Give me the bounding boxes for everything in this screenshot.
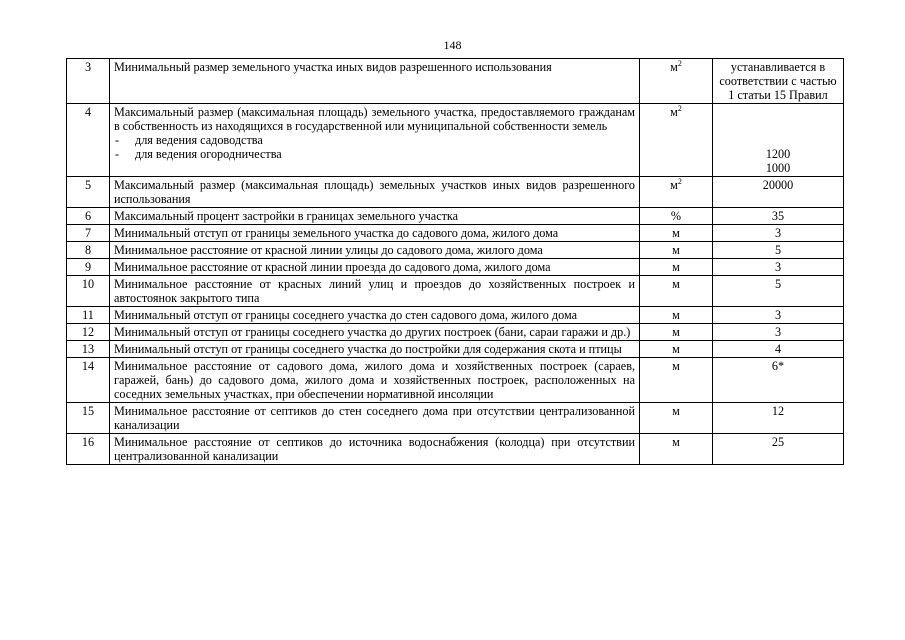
row-description: Минимальный отступ от границы соседнего участка до других построек (бани, сараи гаражи и др.) xyxy=(110,324,640,341)
row-description: Минимальное расстояние от септиков до стен соседнего дома при отсутствии централизованной канализации xyxy=(110,403,640,434)
row-description: Минимальный отступ от границы земельного участка до садового дома, жилого дома xyxy=(110,225,640,242)
row-number: 11 xyxy=(67,307,110,324)
table-row xyxy=(67,104,844,177)
sub-item xyxy=(114,133,635,147)
unit-superscript: 2 xyxy=(677,176,682,186)
row-unit: м xyxy=(640,358,713,403)
table-row xyxy=(67,434,844,465)
row-unit: м xyxy=(640,307,713,324)
table-row xyxy=(67,225,844,242)
row-description: Максимальный процент застройки в границах земельного участка xyxy=(110,208,640,225)
table-row xyxy=(67,403,844,434)
page-number: 148 xyxy=(443,38,462,52)
row-unit: м xyxy=(640,276,713,307)
row-number: 7 xyxy=(67,225,110,242)
unit-text: м xyxy=(670,178,678,192)
row-unit xyxy=(640,104,713,177)
row-value: устанавливается в соответствии с частью 1 статьи 15 Правил xyxy=(713,59,844,104)
row-unit: м xyxy=(640,341,713,358)
row-number: 13 xyxy=(67,341,110,358)
row-number: 14 xyxy=(67,358,110,403)
row-unit: % xyxy=(640,208,713,225)
row-number: 10 xyxy=(67,276,110,307)
row-description: Минимальный отступ от границы соседнего участка до постройки для содержания скота и птицы xyxy=(110,341,640,358)
sub-item-text: для ведения огородничества xyxy=(135,147,282,161)
row-value xyxy=(713,104,844,177)
sub-item xyxy=(114,147,635,161)
row-description xyxy=(110,104,640,177)
row-number: 16 xyxy=(67,434,110,465)
row-description: Минимальное расстояние от садового дома, жилого дома и хозяйственных построек (сараев, гаражей, бань) до садового дома, жилого дома и хозяйственных построек, расположенных на соседних земельных участках, при обеспечении нормативной инсоляции xyxy=(110,358,640,403)
sub-item-dash: - xyxy=(115,147,120,161)
unit-superscript: 2 xyxy=(677,103,682,113)
table-row xyxy=(67,208,844,225)
row-value: 3 xyxy=(713,259,844,276)
row-number: 15 xyxy=(67,403,110,434)
row-value: 5 xyxy=(713,242,844,259)
unit-superscript: 2 xyxy=(677,58,682,68)
unit-text: м xyxy=(670,60,678,74)
row-unit xyxy=(640,59,713,104)
row-unit xyxy=(640,177,713,208)
row-number: 4 xyxy=(67,104,110,177)
regulations-table xyxy=(66,58,844,465)
table-row xyxy=(67,59,844,104)
row-number: 6 xyxy=(67,208,110,225)
row-description: Минимальный размер земельного участка иных видов разрешенного использования xyxy=(110,59,640,104)
row-value: 6* xyxy=(713,358,844,403)
row-value: 3 xyxy=(713,307,844,324)
row-description: Минимальное расстояние от красных линий улиц и проездов до хозяйственных построек и автостоянок закрытого типа xyxy=(110,276,640,307)
row-value: 4 xyxy=(713,341,844,358)
row-description: Минимальный отступ от границы соседнего участка до стен садового дома, жилого дома xyxy=(110,307,640,324)
table-row xyxy=(67,307,844,324)
row-description-text: Максимальный размер (максимальная площадь) земельного участка, предоставляемого гражданам в собственность из находящихся в государственной или муниципальной собственности земель xyxy=(114,105,635,133)
row-unit: м xyxy=(640,324,713,341)
table-row xyxy=(67,177,844,208)
row-unit: м xyxy=(640,225,713,242)
row-unit: м xyxy=(640,242,713,259)
row-description: Максимальный размер (максимальная площадь) земельных участков иных видов разрешенного использования xyxy=(110,177,640,208)
table-row xyxy=(67,341,844,358)
row-unit: м xyxy=(640,434,713,465)
row-value: 5 xyxy=(713,276,844,307)
table-row xyxy=(67,276,844,307)
sub-item-value: 1000 xyxy=(765,161,791,175)
row-value: 12 xyxy=(713,403,844,434)
sub-item-value: 1200 xyxy=(765,147,791,161)
row-number: 9 xyxy=(67,259,110,276)
row-number: 5 xyxy=(67,177,110,208)
row-unit: м xyxy=(640,403,713,434)
row-number: 3 xyxy=(67,59,110,104)
table-row xyxy=(67,324,844,341)
sub-item-dash: - xyxy=(115,133,120,147)
row-value: 3 xyxy=(713,324,844,341)
table-row xyxy=(67,259,844,276)
row-unit: м xyxy=(640,259,713,276)
sub-item-text: для ведения садоводства xyxy=(135,133,263,147)
row-value: 20000 xyxy=(713,177,844,208)
row-value: 35 xyxy=(713,208,844,225)
table-row xyxy=(67,358,844,403)
row-description: Минимальное расстояние от красной линии проезда до садового дома, жилого дома xyxy=(110,259,640,276)
row-number: 8 xyxy=(67,242,110,259)
table-row xyxy=(67,242,844,259)
row-value: 25 xyxy=(713,434,844,465)
row-description: Минимальное расстояние от красной линии улицы до садового дома, жилого дома xyxy=(110,242,640,259)
unit-text: м xyxy=(670,105,678,119)
row-number: 12 xyxy=(67,324,110,341)
row-value: 3 xyxy=(713,225,844,242)
row-description: Минимальное расстояние от септиков до источника водоснабжения (колодца) при отсутствии централизованной канализации xyxy=(110,434,640,465)
